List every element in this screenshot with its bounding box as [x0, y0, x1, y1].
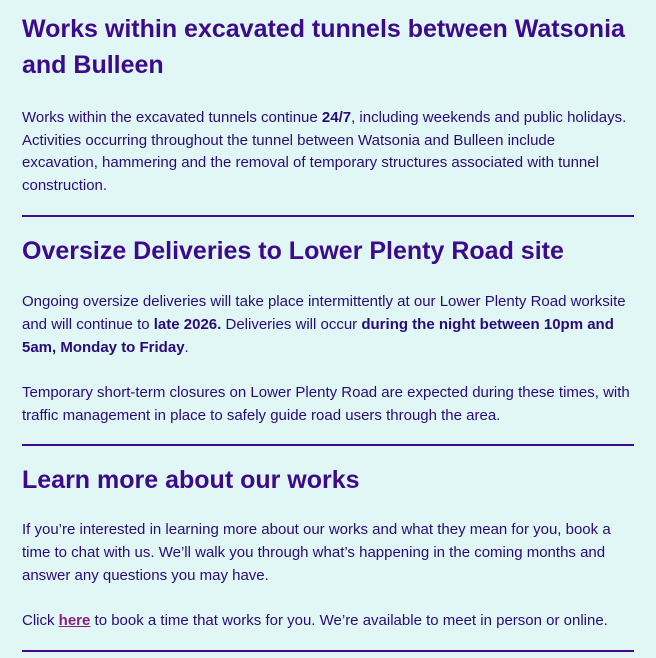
bold-text: 24/7: [321, 109, 352, 126]
text-run: Deliveries will occur: [221, 315, 362, 333]
section-oversize-deliveries: [22, 233, 634, 427]
text-run: If you’re interested in learning more about our works and what they mean for you, book a time to chat with us. We’ll walk you through what’s happening in the coming months and answer any questions you may have.: [22, 521, 611, 584]
text-run: .: [184, 338, 189, 356]
text-run: Ongoing oversize deliveries will take place intermittently at our Lower Plenty Road worksite and will continue to: [22, 293, 626, 333]
text-run: Click: [22, 612, 59, 630]
section-paragraph: [22, 382, 634, 427]
section-learn-more: [22, 462, 634, 632]
bold-text: during the night between 10pm and 5am, Monday to Friday: [22, 315, 614, 356]
section-divider: [22, 650, 634, 652]
section-tunnel-works: [22, 0, 634, 197]
text-run: Temporary short-term closures on Lower Plenty Road are expected during these times, with traffic management in place to safely guide road users through the area.: [22, 384, 630, 424]
section-title: Learn more about our works: [22, 466, 360, 495]
section-divider: [22, 215, 634, 217]
section-divider: [22, 444, 634, 446]
text-run: , including weekends and public holidays. Activities occurring throughout the tunnel between Watsonia and Bulleen include excavation, hammering and the removal of temporary structures associated with tunnel construction.: [22, 109, 627, 194]
text-run: Works within the excavated tunnels continue: [22, 109, 322, 126]
section-paragraph: [22, 610, 634, 633]
section-paragraph: [22, 519, 634, 587]
section-paragraph: [22, 107, 634, 197]
section-title: Oversize Deliveries to Lower Plenty Road site: [22, 237, 564, 266]
book-time-link[interactable]: here: [58, 612, 91, 630]
text-run: to book a time that works for you. We’re available to meet in person or online.: [90, 612, 608, 630]
section-paragraph: [22, 291, 634, 359]
section-title: Works within excavated tunnels between Watsonia and Bulleen: [22, 15, 625, 79]
bold-text: late 2026.: [153, 315, 222, 333]
